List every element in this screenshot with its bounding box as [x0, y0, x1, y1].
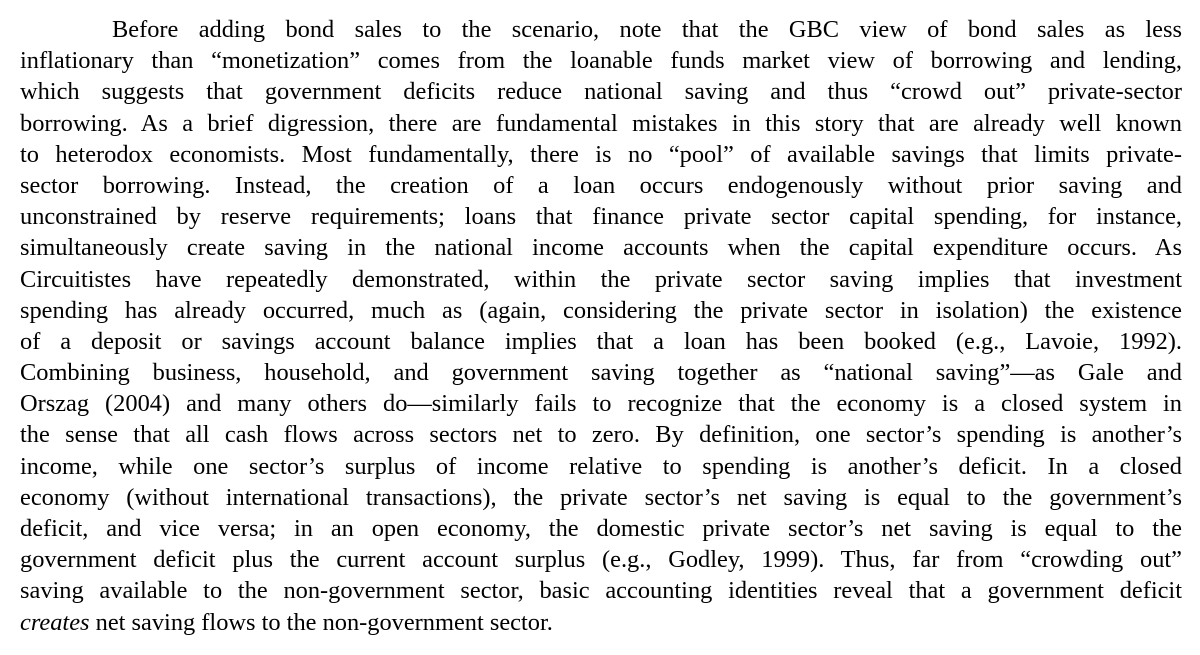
- paragraph-line: inflationary than “monetization” comes from the loanable funds market view of borrowing and lending,: [20, 47, 1182, 75]
- paragraph-line: deficit, and vice versa; in an open economy, the domestic private sector’s net saving is equal to the: [20, 515, 1182, 542]
- paragraph-line: government deficit plus the current account surplus (e.g., Godley, 1999). Thus, far from “crowding out”: [20, 546, 1182, 574]
- paragraph-line: unconstrained by reserve requirements; loans that finance private sector capital spending, for instance,: [20, 203, 1182, 231]
- paragraph-line: to heterodox economists. Most fundamentally, there is no “pool” of available savings that limits private-: [20, 140, 1182, 168]
- paragraph-line: Circuitistes have repeatedly demonstrated, within the private sector saving implies that investment: [20, 265, 1182, 293]
- paragraph-line: the sense that all cash flows across sectors net to zero. By definition, one sector’s spending is another’s: [20, 421, 1182, 449]
- paragraph-line: spending has already occurred, much as (again, considering the private sector in isolation) the existence: [20, 296, 1182, 324]
- paragraph-line: Before adding bond sales to the scenario, note that the GBC view of bond sales as less: [112, 16, 1182, 43]
- paragraph-line: Orszag (2004) and many others do—similarly fails to recognize that the economy is a closed system in: [20, 390, 1182, 418]
- paragraph-line: sector borrowing. Instead, the creation of a loan occurs endogenously without prior saving and: [20, 171, 1182, 199]
- paragraph-line: saving available to the non-government sector, basic accounting identities reveal that a government deficit: [20, 577, 1182, 605]
- paragraph-line: Combining business, household, and government saving together as “national saving”—as Gale and: [20, 359, 1182, 387]
- paragraph-line: simultaneously create saving in the national income accounts when the capital expenditure occurs. As: [20, 234, 1182, 262]
- paragraph-line: which suggests that government deficits reduce national saving and thus “crowd out” private-sector: [20, 78, 1182, 106]
- last-line-rest: net saving flows to the non-government sector.: [89, 608, 553, 636]
- paragraph-line: income, while one sector’s surplus of income relative to spending is another’s deficit. In a closed: [20, 452, 1182, 480]
- paragraph-line: borrowing. As a brief digression, there are fundamental mistakes in this story that are already well known: [20, 109, 1182, 137]
- emphasized-word: creates: [20, 608, 90, 636]
- paragraph-line: of a deposit or savings account balance implies that a loan has been booked (e.g., Lavoie, 1992).: [20, 327, 1182, 355]
- paragraph-line: economy (without international transactions), the private sector’s net saving is equal to the government’s: [20, 483, 1182, 511]
- paragraph-last-line: [20, 607, 1182, 638]
- body-text: [20, 14, 1182, 638]
